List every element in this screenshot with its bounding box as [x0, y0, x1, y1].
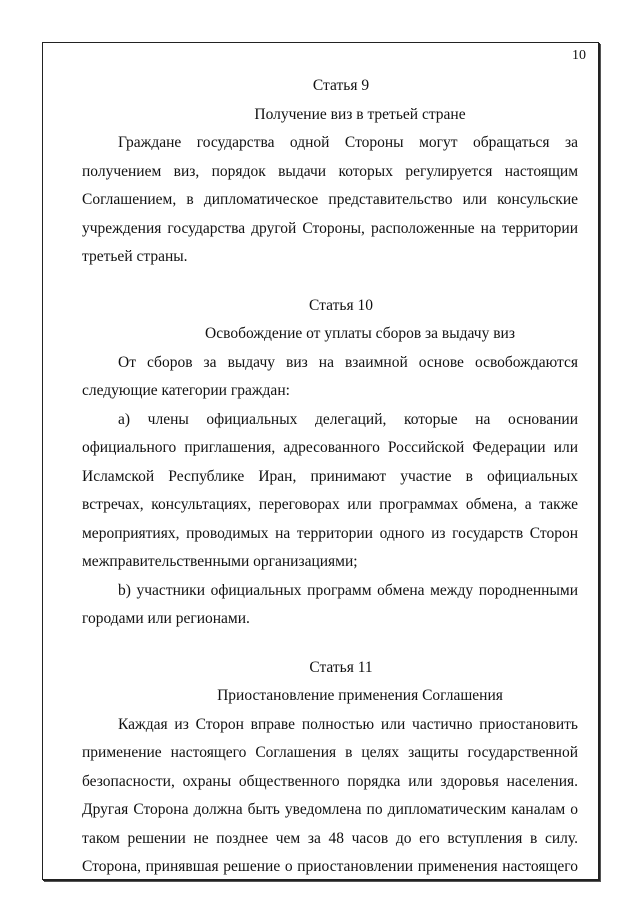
- article-9: [82, 72, 578, 272]
- document-body: [82, 72, 578, 882]
- article-heading: Статья 9: [312, 77, 370, 94]
- article-heading: Статья 10: [309, 296, 373, 314]
- article-11: [82, 654, 578, 882]
- article-title: Приостановление применения Соглашения: [217, 687, 503, 704]
- paragraph: Каждая из Сторон вправе полностью или частично приостановить применение настоящего Соглашения в целях защиты государственной безопасности, охраны общественного порядка или здоровья населения. Другая Сторона должна быть уведомлена по дипломатическим каналам о таком решении не позднее чем за 48 часов до его вступления в силу. Сторона, принявшая решение о приостановлении применения настоящего: [82, 715, 578, 875]
- paragraph: Граждане государства одной Стороны могут обращаться за получением виз, порядок выдачи которых регулируется настоящим Соглашением, в дипломатическое представительство или консульские учреждения государства другой Стороны, расположенные на территории третьей страны.: [82, 134, 578, 265]
- article-title: Получение виз в третьей стране: [254, 105, 466, 123]
- list-item: а) члены официальных делегаций, которые на основании официального приглашения, адресованного Российской Федерации или Исламской Республике Иран, принимают участие в официальных встречах, консультациях, переговорах или программах обмена, а также мероприятиях, проводимых на территории одного из государств Сторон межправительственными организациями;: [82, 410, 578, 570]
- list-item: b) участники официальных программ обмена между породненными городами или регионами.: [82, 581, 578, 627]
- paragraph: От сборов за выдачу виз на взаимной основе освобождаются следующие категории граждан:: [82, 353, 578, 399]
- page-number: 10: [572, 48, 586, 63]
- article-heading: Статья 11: [309, 658, 373, 676]
- article-10: [82, 292, 578, 634]
- article-title: Освобождение от уплаты сборов за выдачу виз: [205, 325, 515, 342]
